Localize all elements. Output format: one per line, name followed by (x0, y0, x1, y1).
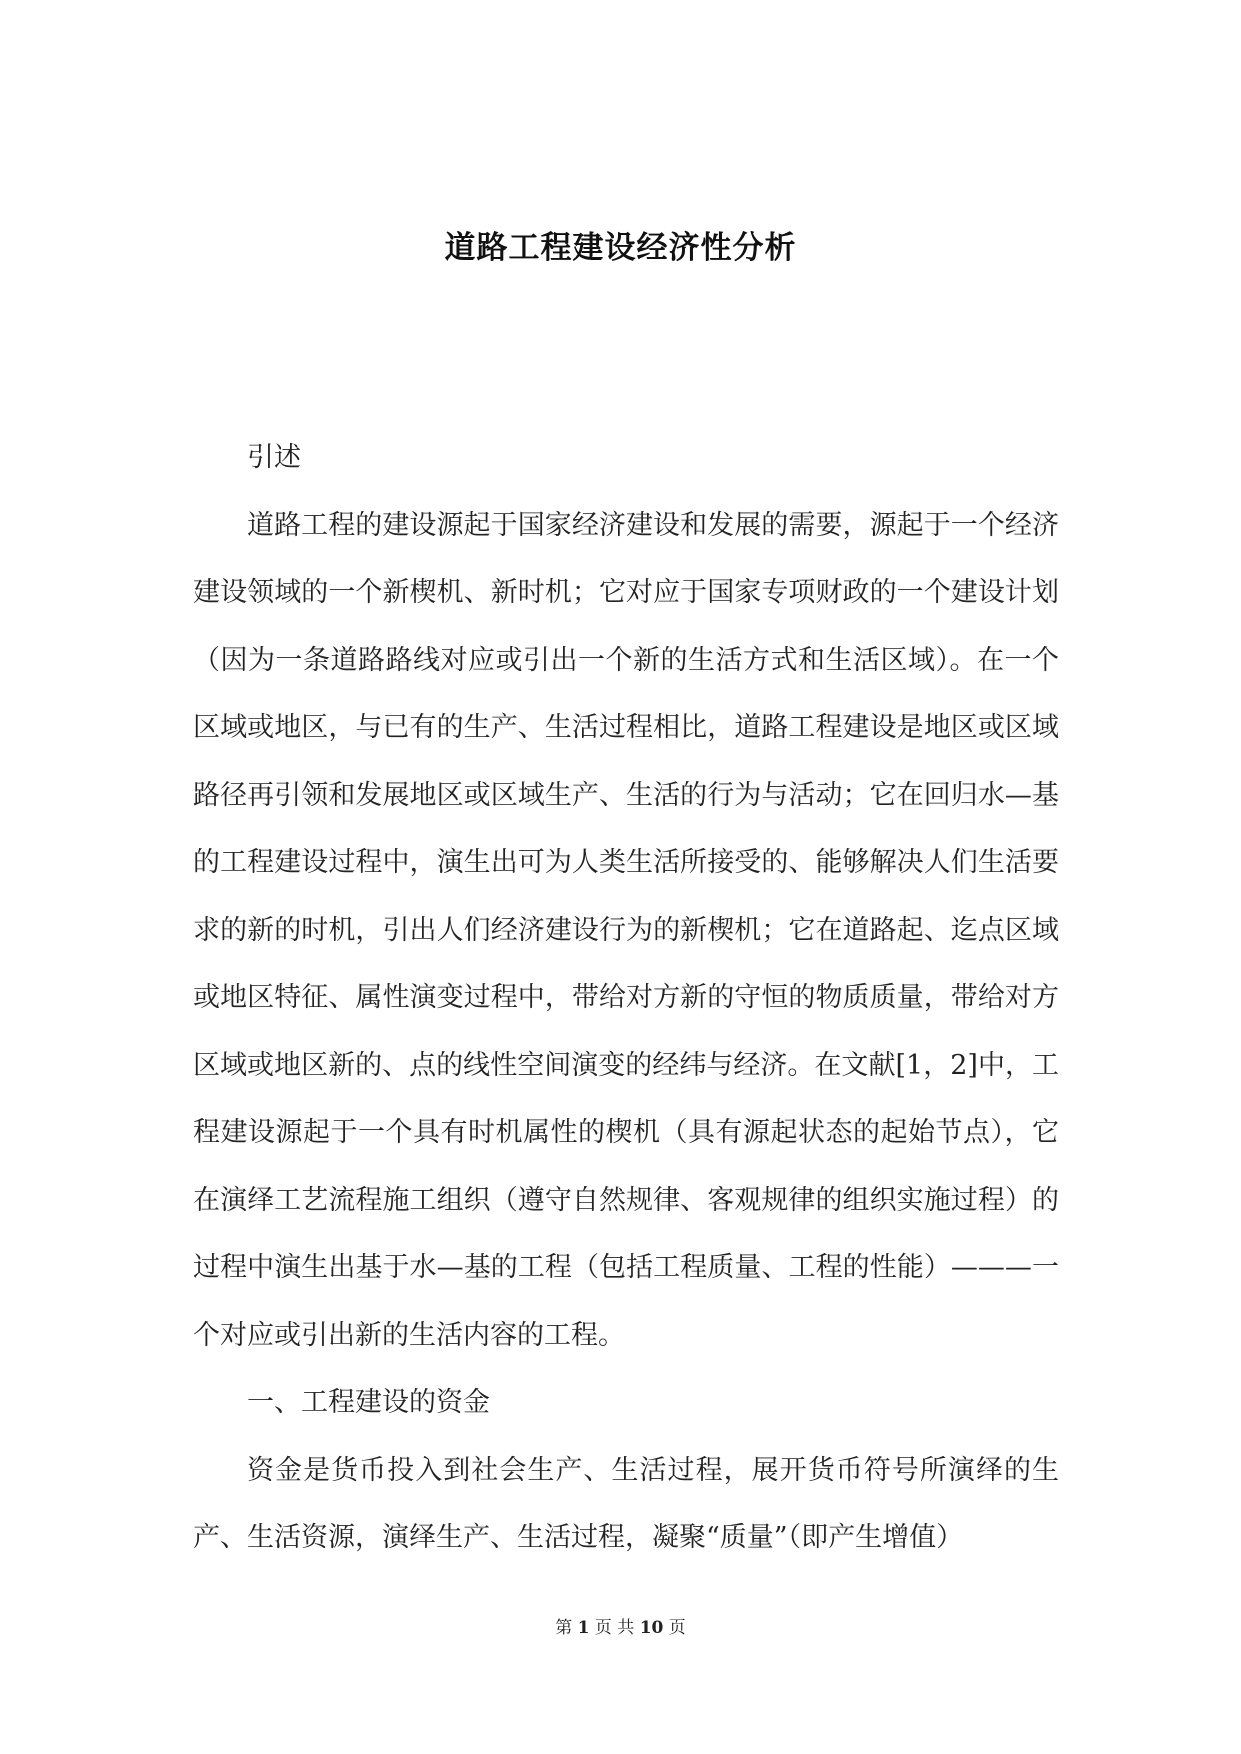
footer-middle: 页 共 (594, 1618, 635, 1638)
paragraph-intro-heading: 引述 (247, 442, 301, 473)
footer-suffix: 页 (668, 1618, 686, 1638)
document-body (193, 424, 1059, 1572)
paragraph-section-heading: 一、工程建设的资金 (247, 1387, 490, 1418)
footer-page-number: 1 (577, 1618, 590, 1638)
paragraph-intro-body: 道路工程的建设源起于国家经济建设和发展的需要，源起于一个经济建设领域的一个新楔机、新时机；它对应于国家专项财政的一个建设计划（因为一条道路路线对应或引出一个新的生活方式和生活区域）。在一个区域或地区，与已有的生产、生活过程相比，道路工程建设是地区或区域路径再引领和发展地区或区域生产、生活的行为与活动；它在回归水—基的工程建设过程中，演生出可为人类生活所接受的、能够解决人们生活要求的新的时机，引出人们经济建设行为的新楔机；它在道路起、迄点区域或地区特征、属性演变过程中，带给对方新的守恒的物质质量，带给对方区域或地区新的、点的线性空间演变的经纬与经济。在文献[1，2]中，工程建设源起于一个具有时机属性的楔机（具有源起状态的起始节点），它在演绎工艺流程施工组织（遵守自然规律、客观规律的组织实施过程）的过程中演生出基于水—基的工程（包括工程质量、工程的性能）———一个对应或引出新的生活内容的工程。 (193, 509, 1059, 1351)
document-title: 道路工程建设经济性分析 (444, 230, 797, 266)
footer-prefix: 第 (555, 1618, 573, 1638)
paragraph-section-body: 资金是货币投入到社会生产、生活过程，展开货币符号所演绎的生产、生活资源，演绎生产、生活过程，凝聚“质量”（即产生增值） (193, 1454, 1059, 1553)
page-footer (0, 1613, 1241, 1638)
footer-total-pages: 10 (639, 1618, 664, 1638)
